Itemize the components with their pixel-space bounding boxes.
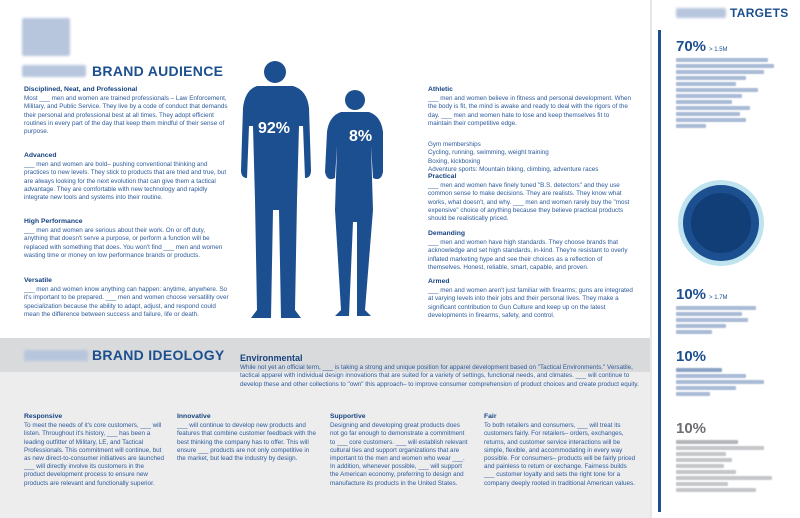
target-line bbox=[676, 330, 712, 334]
target-pct: 10% bbox=[676, 348, 707, 365]
target-line bbox=[676, 312, 742, 316]
target-line bbox=[676, 440, 738, 444]
target-line bbox=[676, 88, 758, 92]
sec-title: Supportive bbox=[330, 413, 366, 420]
target-pct: 10% bbox=[676, 286, 707, 303]
ring-inner bbox=[691, 193, 751, 253]
sec-title: Innovative bbox=[177, 413, 211, 420]
audience-sec-4 bbox=[24, 277, 229, 319]
target-line bbox=[676, 106, 750, 110]
target-count: > 1.5M bbox=[709, 47, 728, 53]
target-line bbox=[676, 112, 740, 116]
target-pct: 70% bbox=[676, 38, 707, 55]
target-line bbox=[676, 58, 768, 62]
target-line bbox=[676, 446, 764, 450]
target-line bbox=[676, 324, 726, 328]
sec-text: To meet the needs of it's core customers, ___ will listen. Throughout it's history, ___ has been a leading outfitter of Military, LE, and Tactical Professionals. This commitment will continue, but as new direct-to-consumer initiatives are launched ___ will directly involve its customers in the product development process to ensure new products are relevant and functionally superior. bbox=[24, 422, 164, 487]
env-title: Environmental bbox=[240, 353, 303, 363]
target-line bbox=[676, 392, 710, 396]
target-group-1 bbox=[676, 38, 794, 130]
target-line bbox=[676, 374, 746, 378]
target-line bbox=[676, 64, 774, 68]
ideology-col-1 bbox=[24, 413, 164, 488]
silhouette-svg bbox=[215, 60, 415, 330]
sec-title: Versatile bbox=[24, 277, 52, 284]
audience-sec-3 bbox=[24, 218, 229, 260]
logo-mark bbox=[22, 18, 70, 56]
target-line bbox=[676, 380, 764, 384]
environmental-section bbox=[240, 354, 640, 389]
audience-sec-5 bbox=[428, 86, 633, 128]
sec-text: ___ men and women have high standards. They choose brands that acknowledge and set high standards, in-kind. They're resistant to overly inflated marketing hype and see their choices as a reflection of themselves. Honest, reliable, smart, capable, and proven. bbox=[428, 239, 628, 271]
target-line bbox=[676, 386, 736, 390]
targets-ring bbox=[676, 178, 766, 268]
audience-sec-8 bbox=[428, 230, 633, 272]
sec-title: High Performance bbox=[24, 218, 83, 225]
target-count: > 1.7M bbox=[709, 295, 728, 301]
target-line bbox=[676, 488, 756, 492]
ideology-col-4 bbox=[484, 413, 639, 488]
sec-text: ___ men and women believe in fitness and personal development. When the body is fit, the mind is awake and ready to deal with the rigors of the day. ___ men and women hate to lose and keep themselves fit to maintain their competitive edge. bbox=[428, 95, 632, 127]
audience-sec-7 bbox=[428, 173, 633, 223]
target-line bbox=[676, 82, 736, 86]
targets-heading: TARGETS bbox=[730, 6, 789, 20]
targets-axis-line bbox=[658, 30, 661, 512]
target-group-4 bbox=[676, 420, 794, 494]
sec-text: ___ men and women are bold– pushing conventional thinking and practices to new levels. They stick to products that are tried and true, but are always looking for the next evolution that can give them a tactical advantage. They are comfortable with new technology and rapidly integrate new tools and systems into their routine. bbox=[24, 161, 227, 202]
target-line bbox=[676, 476, 772, 480]
sec-title: Disciplined, Neat, and Professional bbox=[24, 86, 138, 93]
male-percentage: 92% bbox=[258, 120, 291, 137]
ideology-col-2 bbox=[177, 413, 317, 463]
sec-text: ___ men and women aren't just familiar with firearms; guns are integrated at varying levels into their jobs and their personal lives. They make a significant contribution to Gun Culture and keep up on the latest developments in firearms, safety, and control. bbox=[428, 287, 633, 319]
sec-text: ___ men and women know anything can happen: anytime, anywhere. So it's important to be prepared. ___ men and women choose versatility over specialization because the ability to adapt, adjust, and respond could mean the difference between success and failure, life or death. bbox=[24, 286, 229, 318]
audience-silhouettes bbox=[215, 60, 415, 330]
target-group-2 bbox=[676, 286, 794, 336]
audience-sec-2 bbox=[24, 152, 229, 202]
sec-text: ___ men and women are serious about their work. On or off duty, anything that doesn't serve a purpose, or perform a function will be replaced with something that does. You won't find ___ men and women wasting time or money on low performance brands or products. bbox=[24, 227, 223, 259]
target-line bbox=[676, 70, 764, 74]
sec-title: Practical bbox=[428, 173, 457, 180]
sec-text: Gym memberships Cycling, running, swimming, weight training Boxing, kickboxing Adventure sports: Mountain biking, climbing, adventure races bbox=[428, 141, 599, 173]
brand-name-blur bbox=[22, 65, 86, 77]
sec-text: Most ___ men and women are trained professionals – Law Enforcement, Military, and Public Service. They live by a code of conduct that demands their personal and professional best at all times. They adopt efficient routines in every part of the day that keep them mindful of their sense of purpose. bbox=[24, 95, 228, 136]
female-head bbox=[345, 90, 365, 110]
male-head bbox=[264, 61, 286, 83]
sec-title: Demanding bbox=[428, 230, 466, 237]
sec-title: Advanced bbox=[24, 152, 57, 159]
ideology-heading: BRAND IDEOLOGY bbox=[92, 347, 225, 363]
target-line bbox=[676, 464, 724, 468]
target-line bbox=[676, 482, 728, 486]
target-pct: 10% bbox=[676, 420, 707, 437]
sec-title: Responsive bbox=[24, 413, 63, 420]
ideology-brand-blur bbox=[24, 350, 88, 361]
audience-heading: BRAND AUDIENCE bbox=[92, 63, 224, 79]
sec-title: Fair bbox=[484, 413, 497, 420]
env-text: While not yet an official term, ___ is taking a strong and unique position for apparel development based on "Tactical Environments." Versatile, tactical apparel with individual design innovations that are suited for a variety of settings, functional needs, and climates. ___ will continue to develop these and other collections to "own" this approach– to improve consumer comprehension of product choices and create product equity. bbox=[240, 364, 639, 388]
target-line bbox=[676, 118, 746, 122]
female-percentage: 8% bbox=[349, 128, 373, 145]
target-line bbox=[676, 100, 732, 104]
target-line bbox=[676, 470, 736, 474]
target-line bbox=[676, 94, 742, 98]
targets-brand-blur bbox=[676, 8, 726, 18]
target-line bbox=[676, 306, 756, 310]
target-line bbox=[676, 76, 746, 80]
target-line bbox=[676, 368, 722, 372]
sec-title: Athletic bbox=[428, 86, 453, 93]
audience-sec-9 bbox=[428, 278, 633, 320]
sec-text: ___ men and women have finely tuned "B.S. detectors" and they use common sense to make decisions. They are realists. They know what works, what doesn't, and why. ___ men and women rarely buy the "most expensive" choice of anything because they believe practical products should be realistically priced. bbox=[428, 182, 630, 223]
target-line bbox=[676, 452, 726, 456]
target-group-3 bbox=[676, 348, 794, 398]
sec-title: Armed bbox=[428, 278, 450, 285]
target-line bbox=[676, 458, 732, 462]
ideology-col-3 bbox=[330, 413, 470, 488]
target-line bbox=[676, 318, 748, 322]
sec-text: Designing and developing great products does not go far enough to demonstrate a commitment to ___ core customers. ___ will establish relevant cultural ties and support organizations that are important to the men and women who wear ___. In addition, whenever possible, ___ will support the American economy, preferring to design and manufacture its products in the United States. bbox=[330, 422, 468, 487]
audience-sec-1 bbox=[24, 86, 229, 136]
sec-text: To both retailers and consumers, ___ will treat its customers fairly. For retailers– orders, exchanges, returns, and customer service interactions will be simple, flexible, and accommodating in every way possible. For consumers– products will be fairly priced and painless to return or exchange. Fairness builds ___ customer loyalty and sets the right tone for a company deeply rooted in traditional American values. bbox=[484, 422, 636, 487]
sec-text: ___ will continue to develop new products and features that combine customer feedback with the best thinking the company has to offer. This will ensure ___ products are not only competitive in the market, but lead the industry by design. bbox=[177, 422, 316, 463]
target-line bbox=[676, 124, 706, 128]
